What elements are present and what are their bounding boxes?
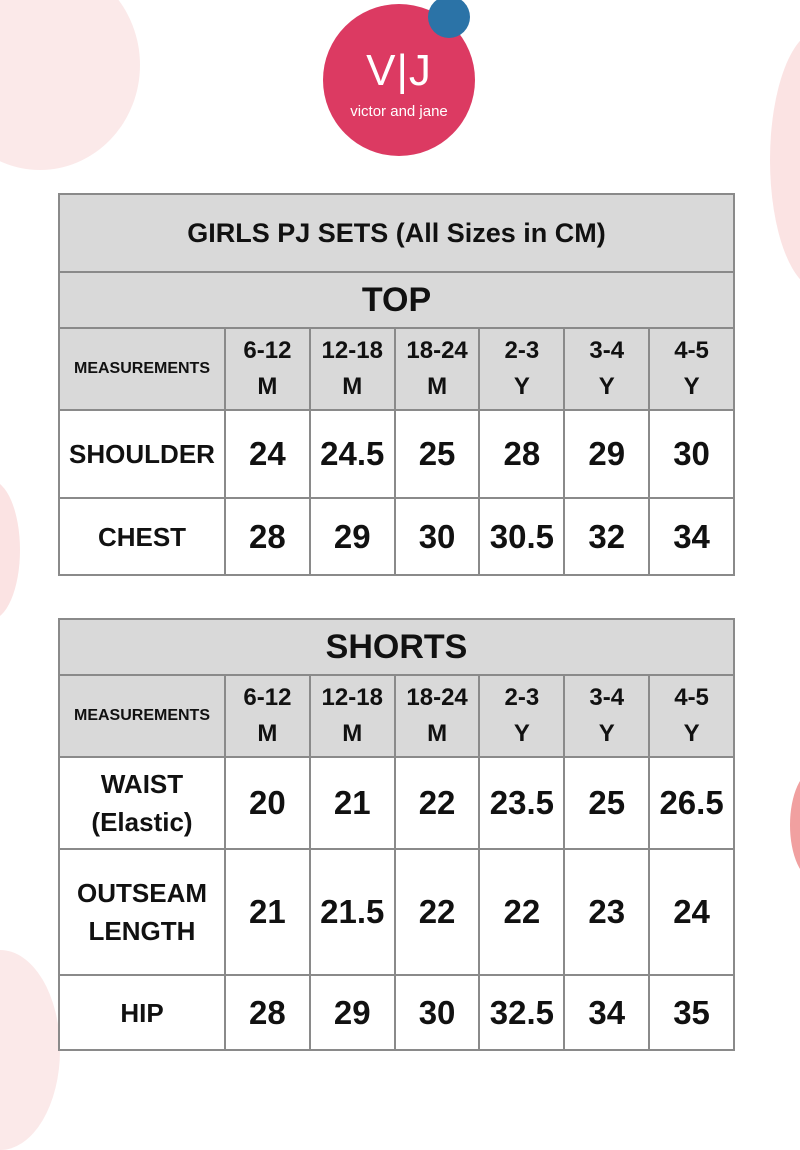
row-label-waist: WAIST (Elastic) bbox=[59, 757, 225, 849]
logo-mark: V|J bbox=[366, 45, 432, 95]
row-label-chest: CHEST bbox=[59, 498, 225, 575]
table-row bbox=[59, 849, 734, 975]
section-heading-shorts: SHORTS bbox=[59, 619, 734, 675]
size-header: 12-18 M bbox=[310, 328, 395, 410]
value-cell: 20 bbox=[225, 757, 310, 849]
value-cell: 21 bbox=[225, 849, 310, 975]
value-cell: 34 bbox=[649, 498, 734, 575]
decorative-blob bbox=[790, 770, 800, 880]
value-cell: 29 bbox=[310, 498, 395, 575]
measurements-header: MEASUREMENTS bbox=[59, 328, 225, 410]
top-size-table bbox=[58, 193, 735, 576]
value-cell: 35 bbox=[649, 975, 734, 1050]
logo-wordmark: victor and jane bbox=[350, 102, 448, 120]
row-label-outseam-length: OUTSEAM LENGTH bbox=[59, 849, 225, 975]
value-cell: 28 bbox=[225, 975, 310, 1050]
value-cell: 30.5 bbox=[479, 498, 564, 575]
row-label-shoulder: SHOULDER bbox=[59, 410, 225, 498]
value-cell: 28 bbox=[225, 498, 310, 575]
value-cell: 28 bbox=[479, 410, 564, 498]
value-cell: 23.5 bbox=[479, 757, 564, 849]
value-cell: 25 bbox=[564, 757, 649, 849]
value-cell: 26.5 bbox=[649, 757, 734, 849]
logo-dot bbox=[428, 0, 470, 38]
size-header: 6-12 M bbox=[225, 328, 310, 410]
size-header: 18-24 M bbox=[395, 675, 480, 757]
value-cell: 32.5 bbox=[479, 975, 564, 1050]
value-cell: 29 bbox=[310, 975, 395, 1050]
value-cell: 21.5 bbox=[310, 849, 395, 975]
value-cell: 29 bbox=[564, 410, 649, 498]
value-cell: 24.5 bbox=[310, 410, 395, 498]
value-cell: 24 bbox=[649, 849, 734, 975]
size-header: 4-5 Y bbox=[649, 675, 734, 757]
size-header: 12-18 M bbox=[310, 675, 395, 757]
size-header-row bbox=[59, 328, 734, 410]
table-row bbox=[59, 410, 734, 498]
table-row bbox=[59, 975, 734, 1050]
size-header: 4-5 Y bbox=[649, 328, 734, 410]
value-cell: 23 bbox=[564, 849, 649, 975]
value-cell: 25 bbox=[395, 410, 480, 498]
value-cell: 30 bbox=[395, 498, 480, 575]
value-cell: 22 bbox=[395, 757, 480, 849]
decorative-blob bbox=[0, 950, 60, 1150]
size-header: 18-24 M bbox=[395, 328, 480, 410]
size-header: 3-4 Y bbox=[564, 328, 649, 410]
value-cell: 21 bbox=[310, 757, 395, 849]
section-heading-top: TOP bbox=[59, 272, 734, 328]
size-header: 6-12 M bbox=[225, 675, 310, 757]
table-row bbox=[59, 498, 734, 575]
size-header: 3-4 Y bbox=[564, 675, 649, 757]
value-cell: 32 bbox=[564, 498, 649, 575]
value-cell: 22 bbox=[479, 849, 564, 975]
measurements-header: MEASUREMENTS bbox=[59, 675, 225, 757]
size-header: 2-3 Y bbox=[479, 328, 564, 410]
row-label-hip: HIP bbox=[59, 975, 225, 1050]
value-cell: 34 bbox=[564, 975, 649, 1050]
value-cell: 30 bbox=[649, 410, 734, 498]
value-cell: 30 bbox=[395, 975, 480, 1050]
table-row bbox=[59, 757, 734, 849]
shorts-size-table bbox=[58, 618, 735, 1051]
value-cell: 22 bbox=[395, 849, 480, 975]
size-header: 2-3 Y bbox=[479, 675, 564, 757]
decorative-blob bbox=[0, 480, 20, 620]
chart-title: GIRLS PJ SETS (All Sizes in CM) bbox=[59, 194, 734, 272]
value-cell: 24 bbox=[225, 410, 310, 498]
decorative-blob bbox=[770, 30, 800, 290]
decorative-blob bbox=[0, 0, 140, 170]
size-header-row bbox=[59, 675, 734, 757]
